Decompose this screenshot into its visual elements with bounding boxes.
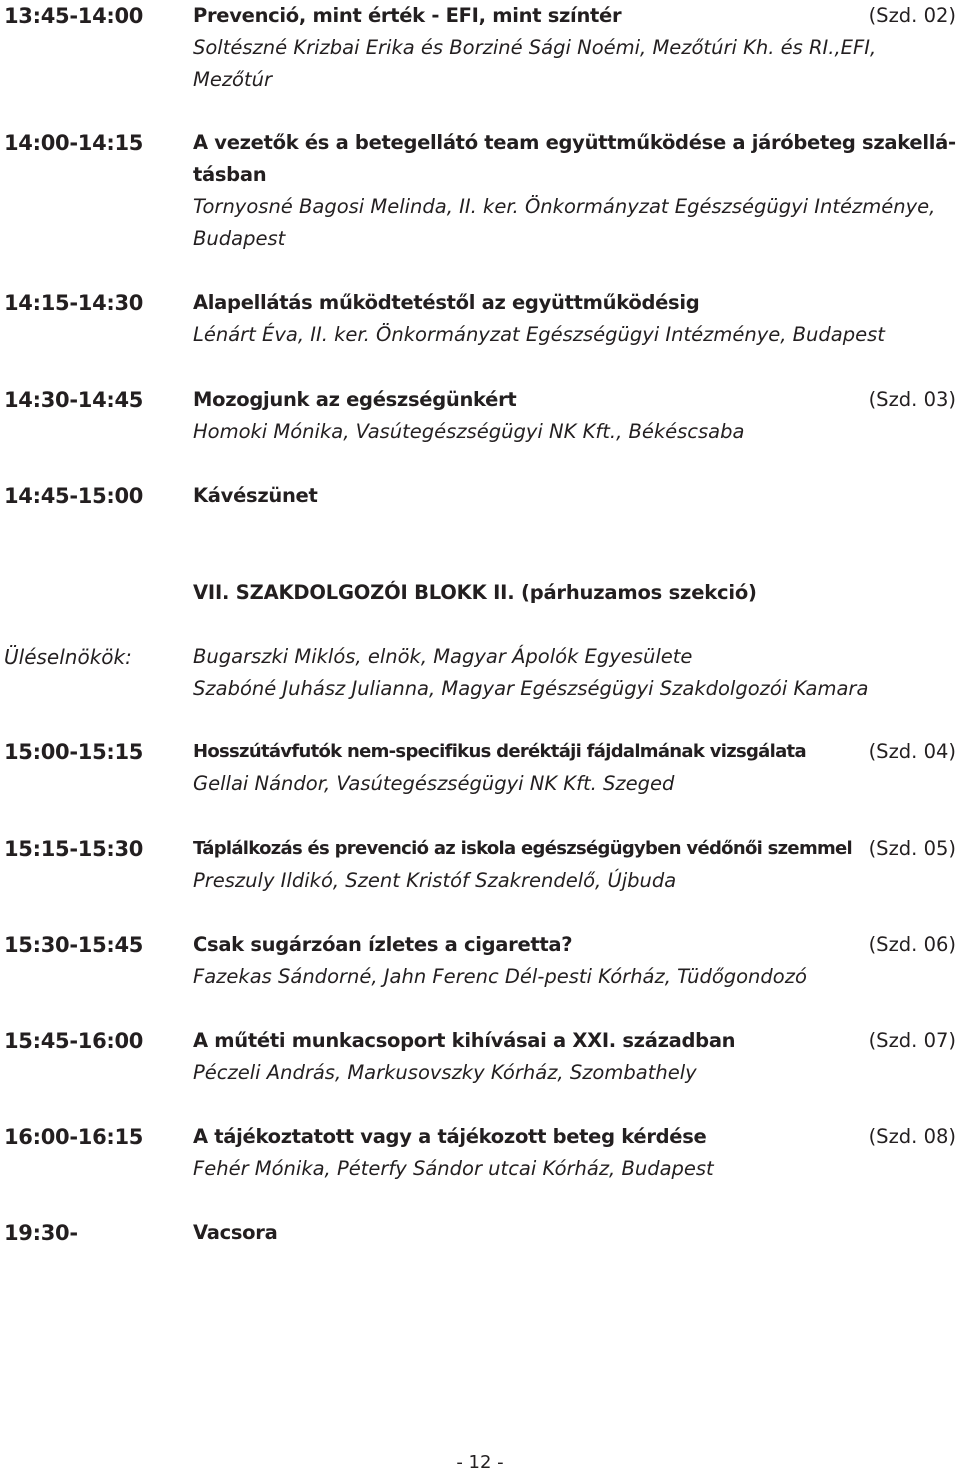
entry-time: 14:00-14:15 [4, 131, 144, 155]
entry-room: (Szd. 06) [868, 933, 956, 956]
entry-time: 15:45-16:00 [4, 1029, 144, 1053]
entry-title: Táplálkozás és prevenció az iskola egészségügyben védőnői szemmel [193, 838, 853, 859]
entry-time: 19:30- [4, 1221, 78, 1245]
entry-author: Fehér Mónika, Péterfy Sándor utcai Kórház, Budapest [193, 1157, 714, 1180]
entry-title: A műtéti munkacsoport kihívásai a XXI. században [193, 1029, 736, 1052]
entry-time: 15:00-15:15 [4, 740, 144, 764]
entry-title: Csak sugárzóan ízletes a cigaretta? [193, 933, 573, 956]
entry-room: (Szd. 07) [868, 1029, 956, 1052]
entry-title: A vezetők és a betegellátó team együttműködése a járóbeteg szakellá-tásban [193, 131, 956, 186]
entry-author: Lénárt Éva, II. ker. Önkormányzat Egészségügyi Intézménye, Budapest [193, 323, 885, 346]
entry-time: 15:15-15:30 [4, 837, 144, 861]
entry-room: (Szd. 05) [868, 837, 956, 860]
entry-time: 16:00-16:15 [4, 1125, 144, 1149]
entry-title: Vacsora [193, 1221, 278, 1244]
chairs-label: Üléselnökök: [4, 645, 132, 669]
entry-author: Gellai Nándor, Vasútegészségügyi NK Kft. Szeged [193, 772, 675, 795]
entry-author: Péczeli András, Markusovszky Kórház, Szombathely [193, 1061, 697, 1084]
entry-author: Fazekas Sándorné, Jahn Ferenc Dél-pesti Kórház, Tüdőgondozó [193, 965, 807, 988]
entry-title: Alapellátás működtetéstől az együttműködésig [193, 291, 700, 314]
entry-title: Prevenció, mint érték - EFI, mint színtér [193, 4, 622, 27]
entry-time: 13:45-14:00 [4, 4, 144, 28]
entry-title: A tájékoztatott vagy a tájékozott beteg kérdése [193, 1125, 707, 1148]
entry-room: (Szd. 03) [868, 388, 956, 411]
entry-room: (Szd. 02) [868, 4, 956, 27]
entry-title: Hosszútávfutók nem-specifikus deréktáji fájdalmának vizsgálata [193, 741, 806, 762]
entry-author: Soltészné Krizbai Erika és Borziné Sági Noémi, Mezőtúri Kh. és RI.,EFI, Mezőtúr [193, 36, 877, 91]
entry-author: Tornyosné Bagosi Melinda, II. ker. Önkormányzat Egészségügyi Intézménye, Budapest [193, 195, 936, 250]
chair-name: Szabóné Juhász Julianna, Magyar Egészségügyi Szakdolgozói Kamara [193, 677, 869, 700]
entry-time: 14:15-14:30 [4, 291, 144, 315]
entry-time: 15:30-15:45 [4, 933, 144, 957]
entry-author: Preszuly Ildikó, Szent Kristóf Szakrendelő, Újbuda [193, 869, 677, 892]
entry-room: (Szd. 08) [868, 1125, 956, 1148]
page-number: - 12 - [456, 1452, 504, 1473]
chair-name: Bugarszki Miklós, elnök, Magyar Ápolók Egyesülete [193, 645, 693, 668]
entry-time: 14:30-14:45 [4, 388, 144, 412]
entry-author: Homoki Mónika, Vasútegészségügyi NK Kft., Békéscsaba [193, 420, 745, 443]
entry-title: Mozogjunk az egészségünkért [193, 388, 517, 411]
entry-room: (Szd. 04) [868, 740, 956, 763]
entry-time: 14:45-15:00 [4, 484, 144, 508]
entry-title: Kávészünet [193, 484, 318, 507]
section-heading: VII. SZAKDOLGOZÓI BLOKK II. (párhuzamos szekció) [193, 581, 757, 604]
